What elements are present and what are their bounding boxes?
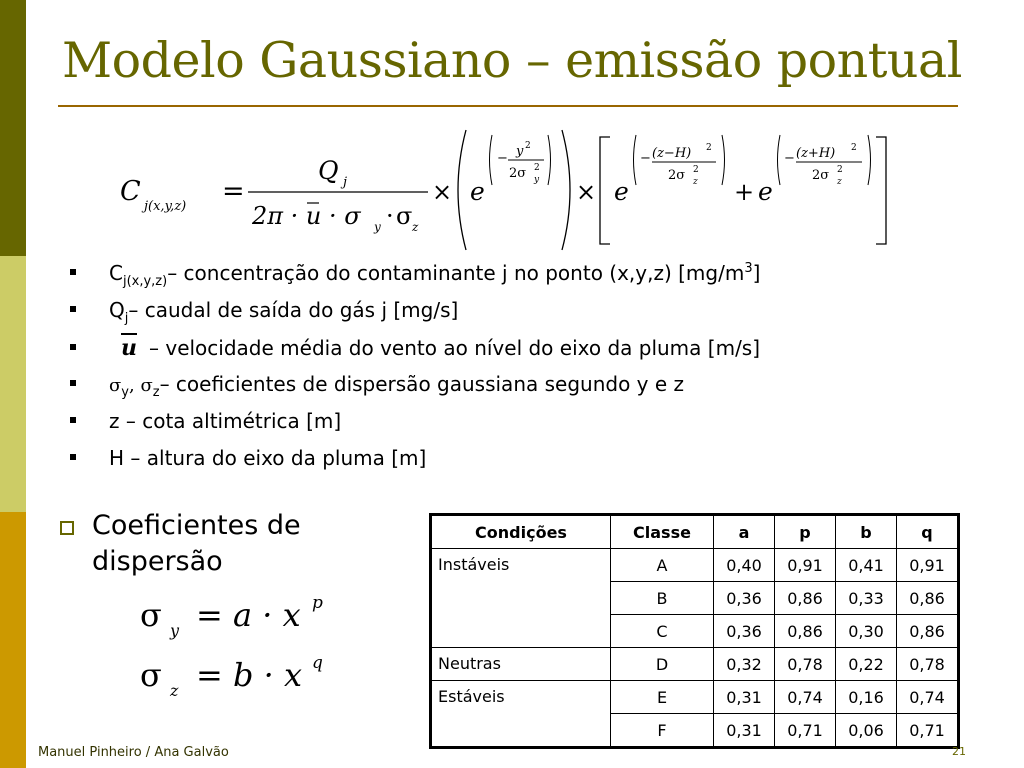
eq-times-2: × bbox=[576, 178, 597, 206]
cell-b: 0,22 bbox=[836, 648, 897, 681]
eq-e-1: e bbox=[470, 177, 485, 206]
bullet-icon bbox=[70, 454, 76, 460]
eq-exp3-paren-l bbox=[778, 135, 781, 185]
eq-exp3-den-sub: z bbox=[837, 177, 842, 187]
cell-a: 0,31 bbox=[714, 714, 775, 748]
heading-line-1: Coeficientes de bbox=[92, 510, 301, 541]
definition-text: – concentração do contaminante j no ponto (x,y,z) [mg/m bbox=[167, 261, 745, 285]
footer-authors: Manuel Pinheiro / Ana Galvão bbox=[38, 745, 229, 760]
eq-bracket-left bbox=[600, 137, 610, 244]
cell-a: 0,31 bbox=[714, 681, 775, 714]
symbol-sigma-y: σ bbox=[109, 375, 122, 396]
symbol-sigma-z: , σ bbox=[129, 375, 153, 396]
eq-e-3: e bbox=[758, 177, 773, 206]
eq-exp1-num: y bbox=[516, 144, 524, 159]
eq-denominator: 2π · u · σ bbox=[252, 202, 361, 230]
definition-tail: ] bbox=[752, 261, 761, 285]
eq-exp3-minus: − bbox=[784, 151, 795, 166]
cell-b: 0,06 bbox=[836, 714, 897, 748]
header-b: b bbox=[836, 515, 897, 549]
list-item bbox=[70, 261, 761, 289]
eq-den-dot: · bbox=[386, 202, 394, 230]
eq-den-sigma-z: σ bbox=[396, 202, 413, 230]
cell-p: 0,74 bbox=[775, 681, 836, 714]
eq-exp3-den: 2σ bbox=[812, 168, 830, 183]
gaussian-equation bbox=[0, 0, 1024, 260]
eq-exp1-den-sq: 2 bbox=[534, 163, 540, 173]
definition-text: – caudal de saída do gás j [mg/s] bbox=[128, 298, 459, 322]
definition-text: H – altura do eixo da pluma [m] bbox=[109, 446, 427, 470]
eq-den-y: y bbox=[374, 220, 381, 234]
formula-z-rhs: = b · x bbox=[196, 656, 303, 694]
header-condicoes: Condições bbox=[431, 515, 611, 549]
eq-exp1-paren-r bbox=[548, 135, 551, 185]
decor-bar-bottom bbox=[0, 512, 26, 768]
cell-classe: F bbox=[611, 714, 714, 748]
heading-line-2: dispersão bbox=[92, 546, 223, 577]
bullet-icon bbox=[70, 269, 76, 275]
dispersion-formulas bbox=[130, 590, 390, 710]
cell-q: 0,91 bbox=[897, 549, 959, 582]
formula-y-rhs: = a · x bbox=[196, 596, 301, 634]
eq-exp3-num-sq: 2 bbox=[851, 143, 857, 153]
table-row bbox=[431, 549, 959, 582]
symbol-c-sub: j(x,y,z) bbox=[122, 274, 168, 289]
bullet-icon bbox=[70, 380, 76, 386]
coefficients-table bbox=[429, 513, 960, 749]
header-p: p bbox=[775, 515, 836, 549]
eq-paren-left bbox=[458, 130, 466, 250]
eq-exp3-num: (z+H) bbox=[796, 146, 836, 161]
eq-exp3-paren-r bbox=[868, 135, 871, 185]
eq-exp1-paren-l bbox=[490, 135, 493, 185]
cell-a: 0,36 bbox=[714, 582, 775, 615]
cell-classe: B bbox=[611, 582, 714, 615]
definition-text: z – cota altimétrica [m] bbox=[109, 409, 342, 433]
definition-text: – coeficientes de dispersão gaussiana segundo y e z bbox=[159, 372, 685, 396]
header-classe: Classe bbox=[611, 515, 714, 549]
cell-p: 0,71 bbox=[775, 714, 836, 748]
bullet-icon bbox=[70, 306, 76, 312]
eq-Q: Q bbox=[318, 156, 339, 185]
symbol-u-bar: $\overline{u}$ bbox=[121, 335, 137, 361]
eq-equals: = bbox=[222, 176, 245, 207]
square-bullet-icon bbox=[60, 521, 74, 535]
cell-q: 0,71 bbox=[897, 714, 959, 748]
unit-exponent: 3 bbox=[744, 261, 753, 276]
eq-exp2-num: (z−H) bbox=[652, 146, 692, 161]
table-row bbox=[431, 648, 959, 681]
symbol-sigma-y-sub: y bbox=[121, 385, 129, 400]
eq-bracket-right bbox=[876, 137, 886, 244]
cell-classe: E bbox=[611, 681, 714, 714]
cell-q: 0,74 bbox=[897, 681, 959, 714]
cell-p: 0,91 bbox=[775, 549, 836, 582]
eq-exp2-paren-r bbox=[722, 135, 725, 185]
eq-C-sub: j(x,y,z) bbox=[144, 199, 187, 214]
cell-q: 0,78 bbox=[897, 648, 959, 681]
cell-a: 0,32 bbox=[714, 648, 775, 681]
bullet-icon bbox=[70, 344, 76, 350]
table-header-row bbox=[431, 515, 959, 549]
cell-b: 0,30 bbox=[836, 615, 897, 648]
page-number: 21 bbox=[952, 745, 966, 758]
formula-y-sub: y bbox=[170, 621, 180, 640]
cell-classe: A bbox=[611, 549, 714, 582]
cell-condicao: Neutras bbox=[431, 648, 611, 681]
eq-den-z: z bbox=[412, 220, 419, 234]
eq-exp1-den: 2σ bbox=[509, 166, 527, 181]
list-item bbox=[70, 298, 459, 326]
cell-b: 0,33 bbox=[836, 582, 897, 615]
eq-exp2-den: 2σ bbox=[668, 168, 686, 183]
symbol-c: C bbox=[109, 261, 123, 285]
eq-exp2-paren-l bbox=[634, 135, 637, 185]
formula-y-sigma: σ bbox=[140, 596, 162, 634]
cell-b: 0,41 bbox=[836, 549, 897, 582]
cell-q: 0,86 bbox=[897, 615, 959, 648]
cell-a: 0,40 bbox=[714, 549, 775, 582]
list-item bbox=[70, 335, 760, 361]
decor-bar-middle bbox=[0, 256, 26, 512]
eq-exp2-den-sub: z bbox=[693, 177, 698, 187]
list-item bbox=[70, 409, 341, 433]
cell-classe: C bbox=[611, 615, 714, 648]
cell-condicao: Estáveis bbox=[431, 681, 611, 748]
formula-y-exp: p bbox=[312, 593, 323, 613]
eq-exp2-den-sq: 2 bbox=[693, 165, 699, 175]
cell-condicao: Instáveis bbox=[431, 549, 611, 648]
eq-plus: + bbox=[734, 178, 755, 206]
eq-exp1-num-sq: 2 bbox=[525, 141, 531, 151]
cell-p: 0,86 bbox=[775, 615, 836, 648]
list-item bbox=[70, 372, 685, 400]
eq-Q-sub: j bbox=[343, 175, 348, 190]
cell-b: 0,16 bbox=[836, 681, 897, 714]
eq-C: C bbox=[120, 176, 141, 207]
eq-exp1-den-sub: y bbox=[534, 175, 540, 185]
eq-exp1-minus: − bbox=[497, 151, 508, 166]
symbol-q: Q bbox=[109, 298, 125, 322]
header-q: q bbox=[897, 515, 959, 549]
cell-q: 0,86 bbox=[897, 582, 959, 615]
symbol-sigma-z-sub: z bbox=[152, 385, 160, 400]
eq-exp3-den-sq: 2 bbox=[837, 165, 843, 175]
cell-p: 0,78 bbox=[775, 648, 836, 681]
cell-p: 0,86 bbox=[775, 582, 836, 615]
eq-exp2-num-sq: 2 bbox=[706, 143, 712, 153]
header-a: a bbox=[714, 515, 775, 549]
symbol-q-sub: j bbox=[124, 311, 129, 326]
eq-e-2: e bbox=[614, 177, 629, 206]
formula-z-exp: q bbox=[312, 653, 323, 673]
list-item bbox=[70, 446, 426, 470]
definition-text: – velocidade média do vento ao nível do eixo da pluma [m/s] bbox=[149, 336, 761, 360]
bullet-icon bbox=[70, 417, 76, 423]
dispersion-heading bbox=[60, 508, 301, 580]
formula-z-sigma: σ bbox=[140, 656, 162, 694]
eq-times-1: × bbox=[432, 178, 453, 206]
table-row bbox=[431, 681, 959, 714]
eq-exp2-minus: − bbox=[640, 151, 651, 166]
cell-classe: D bbox=[611, 648, 714, 681]
slide-title: Modelo Gaussiano – emissão pontual bbox=[62, 32, 962, 89]
formula-z-sub: z bbox=[170, 681, 179, 700]
cell-a: 0,36 bbox=[714, 615, 775, 648]
eq-paren-right bbox=[562, 130, 570, 250]
